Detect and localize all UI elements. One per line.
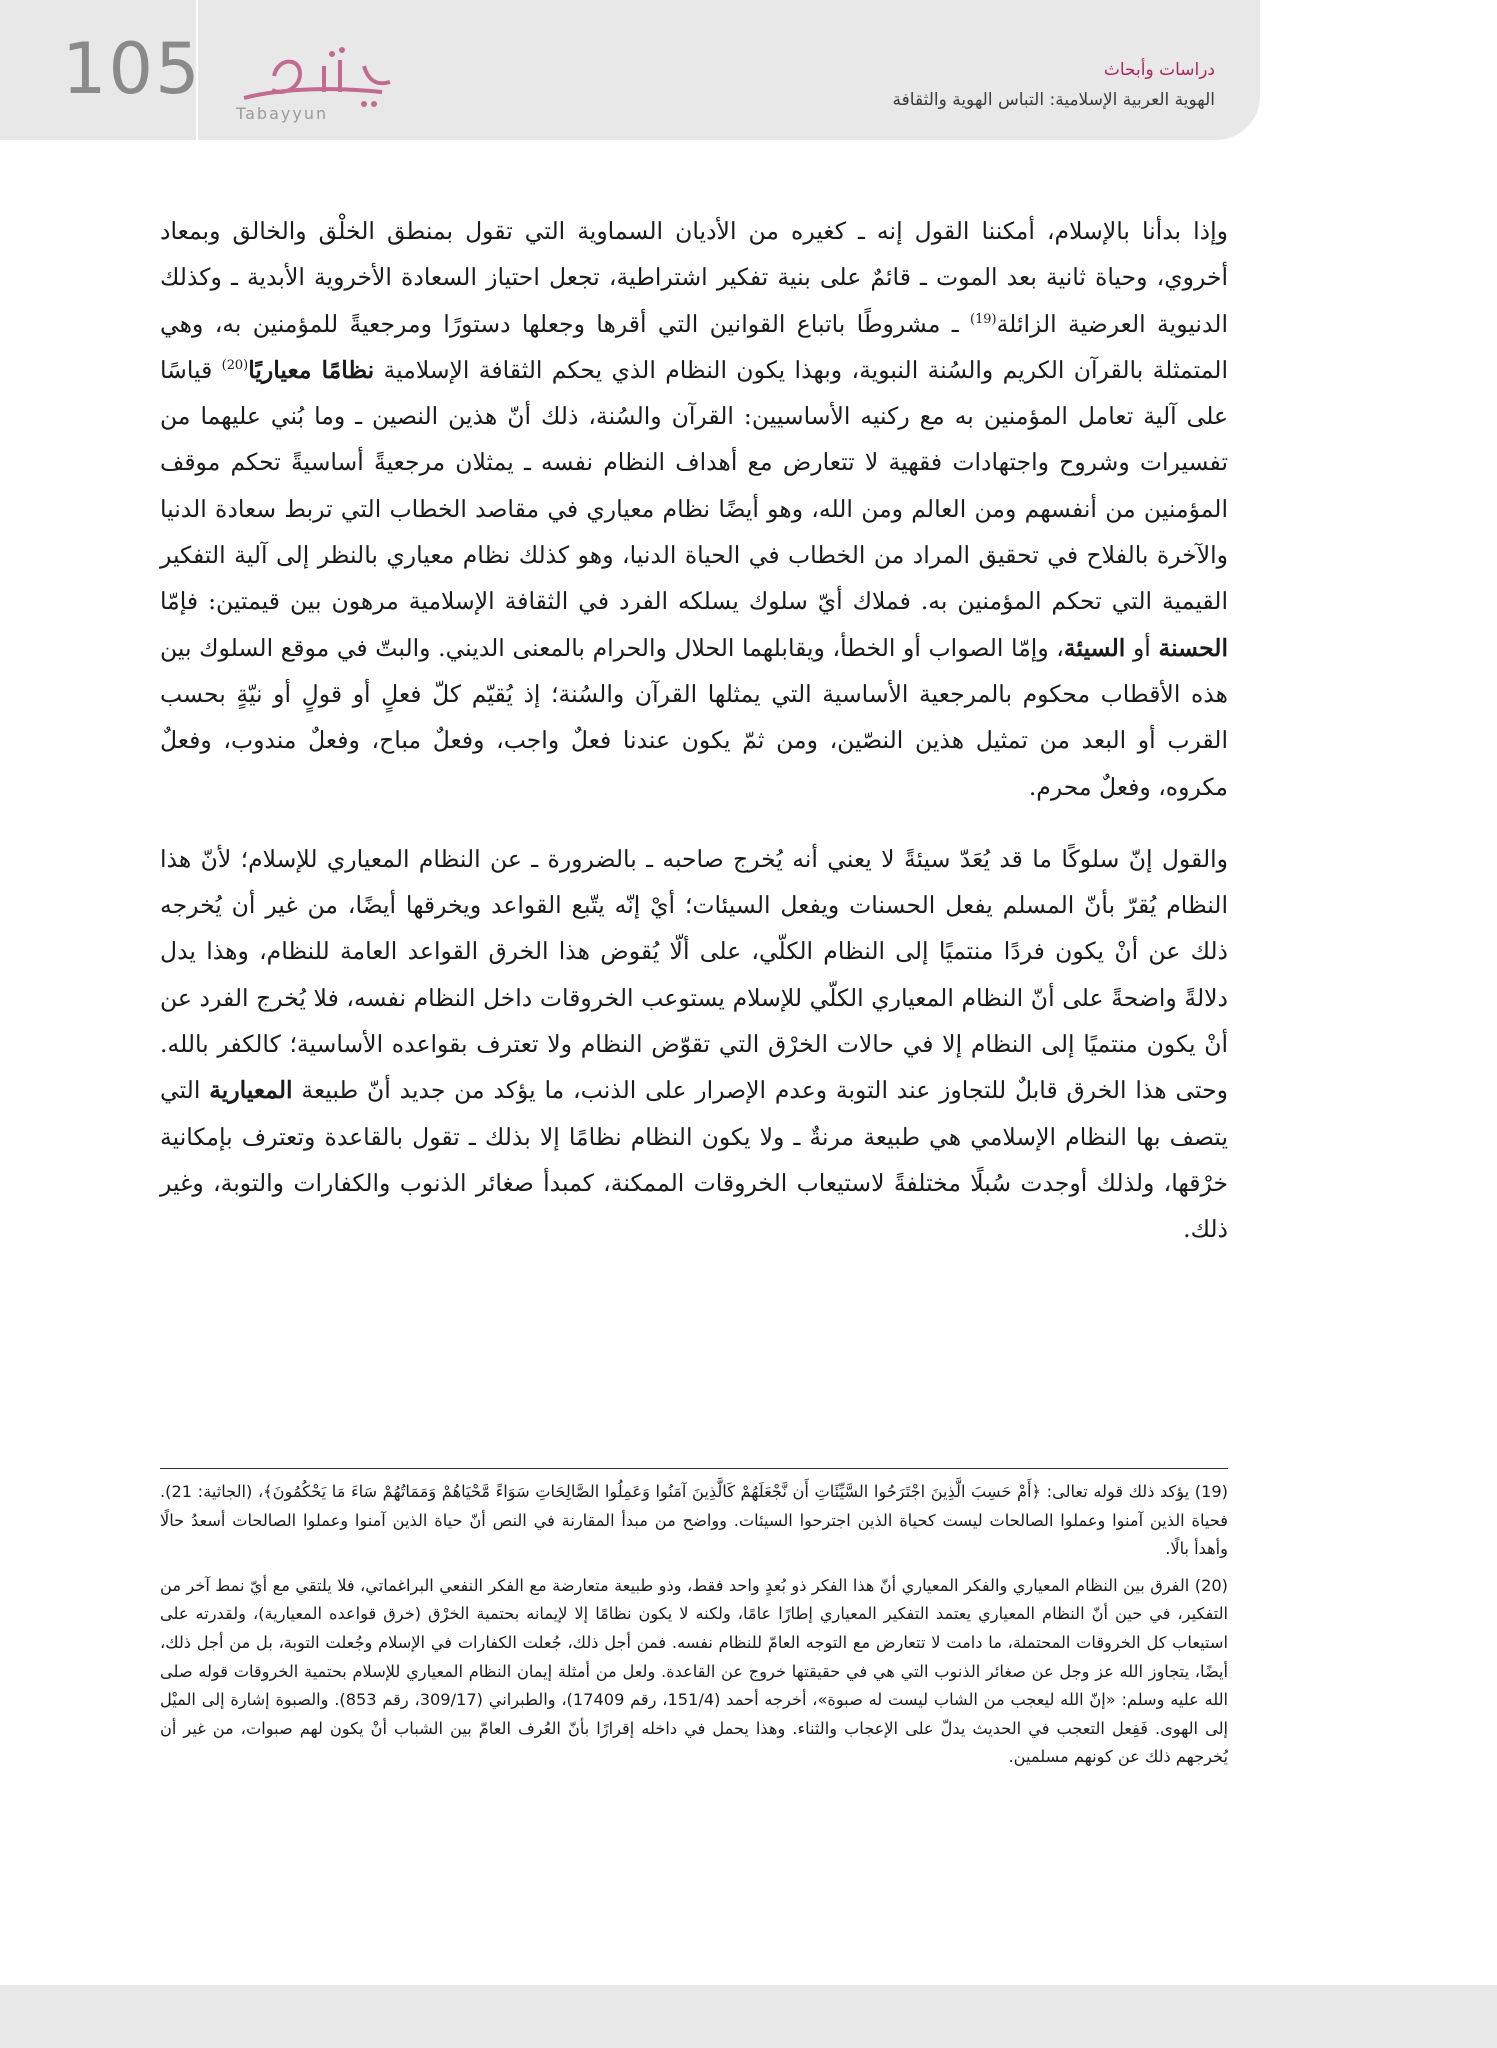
footnote-divider (160, 1468, 1228, 1469)
article-body (160, 208, 1228, 1253)
section-label: دراسات وأبحاث (1103, 60, 1215, 80)
page-number: 105 (62, 28, 202, 110)
footnotes (160, 1478, 1228, 1772)
paragraph-1: وإذا بدأنا بالإسلام، أمكننا القول إنه ـ كغيره من الأديان السماوية التي تقول بمنطق الخلْق والخالق وبمعاد أخروي، وحياة ثانية بعد الموت ـ قائمٌ على بنية تفكير اشتراطية، تجعل احتياز السعادة الأخروية الأبدية ـ وكذلك الدنيوية العرضية الزائلة$^{(19)}$ ـ مشروطًا باتباع القوانين التي أقرها وجعلها دستورًا ومرجعيةً للمؤمنين به، وهي المتمثلة بالقرآن الكريم والسُنة النبوية، وبهذا يكون النظام الذي يحكم الثقافة الإسلامية نظامًا معياريًا$^{(20)}$ قياسًا على آلية تعامل المؤمنين به مع ركنيه الأساسيين: القرآن والسُنة، ذلك أنّ هذين النصين ـ وما بُني عليهما من تفسيرات وشروح واجتهادات فقهية لا تتعارض مع أهداف النظام نفسه ـ يمثلان مرجعيةً أساسيةً تحكم موقف المؤمنين من أنفسهم ومن العالم ومن الله، وهو أيضًا نظام معياري في مقاصد الخطاب التي تربط سعادة الدنيا والآخرة بالفلاح في تحقيق المراد من الخطاب في الحياة الدنيا، وهو كذلك نظام معياري بالنظر إلى آلية التفكير القيمية التي تحكم المؤمنين به. فملاك أيّ سلوك يسلكه الفرد في الثقافة الإسلامية مرهون بين قيمتين: فإمّا الحسنة أو السيئة، وإمّا الصواب أو الخطأ، ويقابلهما الحلال والحرام بالمعنى الديني. والبتّ في موقع السلوك بين هذه الأقطاب محكوم بالمرجعية الأساسية التي يمثلها القرآن والسُنة؛ إذ يُقيّم كلّ فعلٍ أو قولٍ أو نيّةٍ بحسب القرب أو البعد من تمثيل هذين النصّين، ومن ثمّ يكون عندنا فعلٌ واجب، وفعلٌ مباح، وفعلٌ مندوب، وفعلٌ مكروه، وفعلٌ محرم. (160, 217, 1228, 801)
bold-term: السيئة (1063, 633, 1126, 662)
bold-term: الحسنة (1158, 633, 1228, 662)
paragraph-2: والقول إنّ سلوكًا ما قد يُعَدّ سيئةً لا يعني أنه يُخرج صاحبه ـ بالضرورة ـ عن النظام المعياري للإسلام؛ لأنّ هذا النظام يُقرّ بأنّ المسلم يفعل الحسنات ويفعل السيئات؛ أيْ إنّه يتّبع القواعد ويخرقها أيضًا، من غير أن يُخرجه ذلك عن أنْ يكون فردًا منتميًا إلى النظام الكلّي، على ألّا يُقوض هذا الخرق القواعد العامة للنظام، وهذا يدل دلالةً واضحةً على أنّ النظام المعياري الكلّي للإسلام يستوعب الخروقات داخل النظام نفسه، فلا يُخرج الفرد عن أنْ يكون منتميًا إلى النظام إلا في حالات الخرْق التي تقوّض النظام ولا تعترف بقواعده الأساسية؛ كالكفر بالله. وحتى هذا الخرق قابلٌ للتجاوز عند التوبة وعدم الإصرار على الذنب، ما يؤكد من جديد أنّ طبيعة المعيارية التي يتصف بها النظام الإسلامي هي طبيعة مرنةٌ ـ ولا يكون النظام نظامًا إلا بذلك ـ تقول بالقاعدة وتعترف بإمكانية خرْقها، ولذلك أوجدت سُبلًا مختلفةً لاستيعاب الخروقات الممكنة، كمبدأ صغائر الذنوب والكفارات والتوبة، وغير ذلك. (160, 844, 1228, 1244)
journal-logo (214, 46, 404, 136)
article-title: الهوية العربية الإسلامية: التباس الهوية والثقافة (892, 90, 1215, 110)
bold-term: المعيارية (209, 1076, 293, 1105)
bold-term: نظامًا معياريًا (248, 355, 375, 384)
footnote-19: (19) يؤكد ذلك قوله تعالى: ﴿أَمْ حَسِبَ الَّذِينَ اجْتَرَحُوا السَّيِّئَاتِ أَن نَّجْعَلَهُمْ كَالَّذِينَ آمَنُوا وَعَمِلُوا الصَّالِحَاتِ سَوَاءً مَّحْيَاهُمْ وَمَمَاتُهُمْ سَاءَ مَا يَحْكُمُونَ﴾، (الجاثية: 21). فحياة الذين آمنوا وعملوا الصالحات ليست كحياة الذين اجترحوا السيئات. وواضح من مبدأ المقارنة في النص أنّ حياة الذين آمنوا وعملوا الصالحات أسعدُ حالًا وأهدأ بالًا. (160, 1482, 1228, 1559)
footnote-20: (20) الفرق بين النظام المعياري والفكر المعياري أنّ هذا الفكر ذو بُعدٍ واحد فقط، وذو طبيعة متعارضة مع الفكر النفعي البراغماتي، فلا يلتقي مع أيّ نمط آخر من التفكير، في حين أنّ النظام المعياري يعتمد التفكير المعياري إطارًا عامًا، ولكنه لا يكون نظامًا إلا لإيمانه بحتمية الخرْق (خرق قواعده المعيارية)، ولقدرته على استيعاب كل الخروقات المحتملة، ما دامت لا تتعارض مع التوجه العامّ للنظام نفسه. فمن أجل ذلك، جُعلت الكفارات في الإسلام وجُعلت التوبة، بل من أجل ذلك، أيضًا، يتجاوز الله عز وجل عن صغائر الذنوب التي هي في حقيقتها خروج عن القاعدة. ولعل من أمثلة إيمان النظام المعياري للإسلام بحتمية الخروقات قوله صلى الله عليه وسلم: «إنّ الله ليعجب من الشاب ليست له صبوة»، أخرجه أحمد (151/4، رقم 17409)، والطبراني (309/17، رقم 853). والصبوة إشارة إلى الميْل إلى الهوى. فَفِعل التعجب في الحديث يدلّ على الإعجاب والثناء. وهذا يحمل في داخله إقرارًا بأنّ العُرف العامّ بين الشباب أنْ يكون لهم صبوات، من غير أن يُخرجهم ذلك عن كونهم مسلمين. (160, 1575, 1229, 1767)
footnote-ref-19[interactable]: (19) (970, 311, 997, 327)
footer-band (0, 1985, 1497, 2048)
footnote-ref-20[interactable]: (20) (221, 358, 249, 374)
logo-latin-text: Tabayyun (236, 104, 329, 123)
